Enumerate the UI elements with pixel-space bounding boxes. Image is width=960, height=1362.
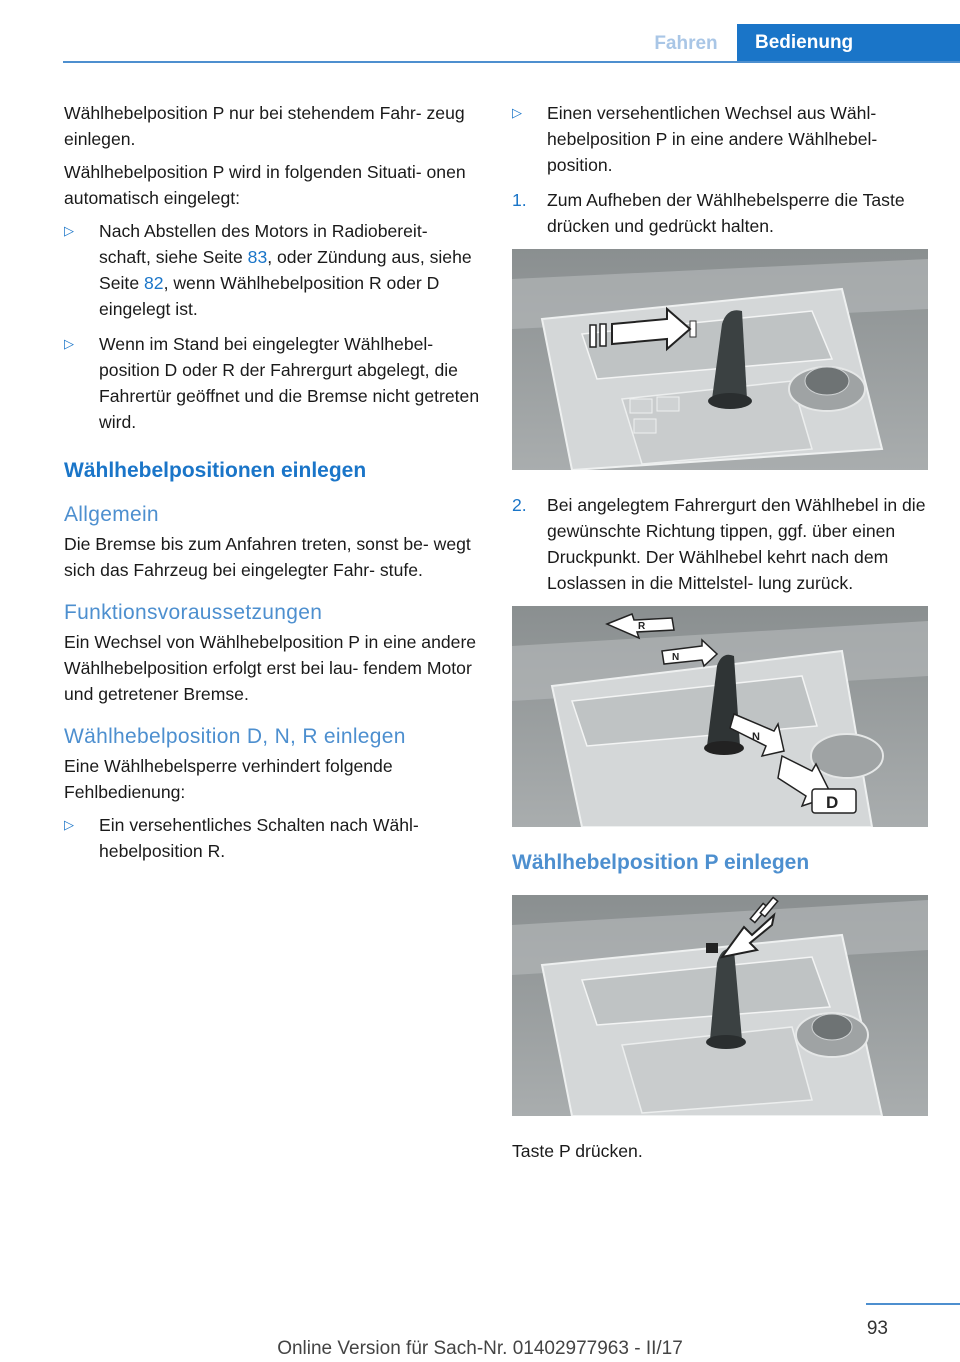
footer-rule (866, 1303, 960, 1305)
direction-label-d: D (826, 793, 839, 812)
paragraph-allgemein: Die Bremse bis zum Anfahren treten, sonst be‐ wegt sich das Fahrzeug bei eingelegter Fahr‐ stufe. (64, 534, 471, 580)
section-heading: Wählhebelpositionen einlegen (64, 459, 367, 482)
tab-fahren[interactable]: Fahren (654, 33, 718, 54)
figure-p-button (512, 895, 928, 1116)
paragraph-funktion: Ein Wechsel von Wählhebelposition P in eine andere Wählhebelposition erfolgt erst bei lau‐ fendem Motor und getretener Bremse. (64, 632, 477, 704)
direction-label-r: R (638, 621, 646, 632)
direction-label-n-upper: N (672, 652, 680, 663)
tab-bedienung[interactable]: Bedienung (737, 24, 960, 61)
list-item-text: Nach Abstellen des Motors in Radiobereit‐ schaft, siehe Seite 83, oder Zündung aus, siehe Seite 82, wenn Wählhebelposition R oder D eingelegt ist. (99, 221, 472, 319)
page-link-83[interactable]: 83 (247, 247, 268, 267)
direction-label-n-lower: N (752, 731, 760, 743)
list-item (512, 100, 932, 178)
paragraph-dnr: Eine Wählhebelsperre verhindert folgende Fehlbedienung: (64, 756, 393, 802)
subheading-funktion: Funktionsvoraussetzungen (64, 601, 323, 624)
bullet-triangle-icon: ▷ (64, 336, 74, 351)
paragraph-taste-p: Taste P drücken. (512, 1141, 643, 1161)
step-item (512, 187, 932, 239)
figure-unlock-button (512, 249, 928, 470)
right-column (512, 100, 932, 1171)
footer-version-text: Online Version für Sach-Nr. 01402977963 - II/17 (277, 1338, 683, 1359)
step-number: 2. (512, 495, 527, 515)
bullet-triangle-icon: ▷ (64, 223, 74, 238)
list-item (64, 812, 484, 864)
header-rule (63, 61, 960, 63)
left-column (64, 100, 484, 873)
list-item-text: Wenn im Stand bei eingelegter Wählhebel‐ position D oder R der Fahrergurt abgelegt, die Fahrertür geöffnet und die Bremse nicht getreten wird. (99, 334, 480, 432)
step-text: Zum Aufheben der Wählhebelsperre die Taste drücken und gedrückt halten. (547, 190, 905, 236)
figure-selector-directions (512, 606, 928, 827)
paragraph-p-stationary: Wählhebelposition P nur bei stehendem Fahr‐ zeug einlegen. (64, 103, 465, 149)
page-link-82[interactable]: 82 (144, 273, 164, 293)
list-item (64, 331, 484, 435)
subheading-allgemein: Allgemein (64, 503, 159, 526)
paragraph-p-automatic: Wählhebelposition P wird in folgenden Situati‐ onen automatisch eingelegt: (64, 162, 466, 208)
bullet-triangle-icon: ▷ (64, 817, 74, 832)
bullet-triangle-icon: ▷ (512, 105, 522, 120)
list-item-text: Einen versehentlichen Wechsel aus Wähl‐ hebelposition P in eine andere Wählhebel‐ position. (547, 103, 878, 175)
list-item-text: Ein versehentliches Schalten nach Wähl‐ hebelposition R. (99, 815, 419, 861)
subheading-p-einlegen: Wählhebelposition P einlegen (512, 851, 810, 874)
list-item (64, 218, 484, 322)
step-item (512, 492, 932, 596)
step-text: Bei angelegtem Fahrergurt den Wählhebel in die gewünschte Richtung tippen, ggf. über einen Druckpunkt. Der Wählhebel kehrt nach dem Loslassen in die Mittelstel‐ lung zurück. (547, 495, 926, 593)
page-number: 93 (866, 1318, 888, 1339)
step-number: 1. (512, 190, 527, 210)
subheading-dnr: Wählhebelposition D, N, R einlegen (64, 725, 406, 748)
